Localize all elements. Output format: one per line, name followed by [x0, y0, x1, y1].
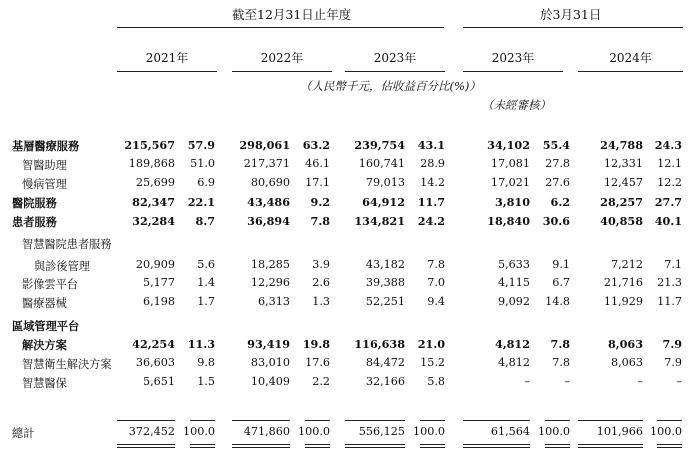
table-cell: 4,812: [497, 356, 530, 369]
table-row: [0, 276, 700, 293]
table-cell: 24.2: [417, 214, 445, 228]
table-cell: 7.1: [664, 258, 682, 271]
year-2023: 2023年: [373, 51, 417, 65]
table-cell: 36,894: [247, 214, 290, 228]
table-cell: –: [637, 375, 643, 388]
table-cell: 6.2: [550, 195, 570, 209]
table-cell: 39,388: [365, 276, 405, 289]
3m-header-rule: [463, 27, 683, 28]
table-row: [0, 157, 700, 174]
table-cell: 17,081: [490, 157, 530, 170]
table-cell: 40.1: [654, 214, 682, 228]
total-cell: 101,966: [596, 425, 643, 438]
total-rule-2021-amt: [117, 420, 175, 421]
unit-note: （人民幣千元，佔收益百分比(%)）: [300, 79, 481, 93]
row-label: 與診後管理: [34, 260, 90, 273]
row-label: 基層醫療服務: [12, 139, 80, 153]
total-cell: 100.0: [297, 425, 330, 438]
table-row: [0, 236, 700, 253]
table-cell: 18,285: [250, 258, 290, 271]
table-row: [0, 176, 700, 193]
table-cell: 42,254: [132, 337, 175, 351]
total-rule-2023-amt: [345, 420, 405, 421]
total-double-rule: [190, 444, 215, 448]
year-2022: 2022年: [260, 51, 304, 65]
table-cell: 19.8: [302, 337, 330, 351]
table-cell: 5,177: [142, 276, 175, 289]
table-cell: 160,741: [358, 157, 405, 170]
table-cell: 239,754: [354, 138, 405, 152]
table-cell: 1.7: [197, 295, 215, 308]
table-cell: 9.8: [197, 356, 215, 369]
total-cell: 471,860: [243, 425, 290, 438]
table-cell: 22.1: [187, 195, 215, 209]
total-label: 總計: [12, 427, 35, 440]
table-cell: 14.2: [420, 176, 445, 189]
total-double-rule: [232, 444, 290, 448]
table-cell: 32,166: [365, 375, 405, 388]
table-cell: 93,419: [247, 337, 290, 351]
total-double-rule: [420, 444, 445, 448]
table-cell: 7.8: [427, 258, 445, 271]
row-label: 醫院服務: [12, 196, 57, 210]
row-label: 智慧衛生解決方案: [22, 358, 112, 371]
row-label: 智慧醫保: [22, 377, 67, 390]
table-cell: 84,472: [365, 356, 405, 369]
total-rule-2023m-pct: [545, 420, 570, 421]
table-cell: 8.7: [195, 214, 215, 228]
table-row: [0, 356, 700, 373]
total-cell: 100.0: [182, 425, 215, 438]
total-rule-2023-pct: [420, 420, 445, 421]
table-cell: 83,010: [250, 356, 290, 369]
table-cell: 64,912: [362, 195, 405, 209]
total-cell: 61,564: [490, 425, 530, 438]
table-cell: 134,821: [354, 214, 405, 228]
table-cell: 298,061: [239, 138, 290, 152]
table-cell: 12,296: [250, 276, 290, 289]
table-cell: 6,198: [142, 295, 175, 308]
table-cell: 12,331: [603, 157, 643, 170]
table-row: [0, 337, 700, 354]
table-cell: 12.1: [657, 157, 682, 170]
table-cell: 32,284: [132, 214, 175, 228]
table-cell: 10,409: [250, 375, 290, 388]
table-cell: 82,347: [132, 195, 175, 209]
table-cell: 7.8: [310, 214, 330, 228]
total-cell: 100.0: [412, 425, 445, 438]
unaudited-note: （未經審核）: [482, 98, 551, 112]
row-label: 智醫助理: [22, 159, 67, 172]
table-cell: 4,812: [494, 337, 530, 351]
table-cell: 9.2: [310, 195, 330, 209]
total-rule-2024m-amt: [578, 420, 643, 421]
table-cell: 5,633: [497, 258, 530, 271]
table-cell: 7.9: [664, 356, 682, 369]
table-cell: 5,651: [142, 375, 175, 388]
table-cell: 79,013: [365, 176, 405, 189]
table-cell: 9.4: [427, 295, 445, 308]
total-double-rule: [657, 444, 682, 448]
table-cell: 43,486: [247, 195, 290, 209]
table-cell: 27.6: [545, 176, 570, 189]
table-cell: 6.7: [552, 276, 570, 289]
table-cell: 15.2: [420, 356, 445, 369]
table-cell: 21.3: [657, 276, 682, 289]
row-label: 患者服務: [12, 215, 57, 229]
row-label: 智慧醫院患者服務: [22, 238, 112, 251]
table-cell: 24.3: [654, 138, 682, 152]
row-label: 解決方案: [22, 338, 67, 352]
table-cell: 17.6: [305, 356, 330, 369]
table-cell: 27.8: [545, 157, 570, 170]
table-cell: 1.5: [197, 375, 215, 388]
fy-header-rule: [117, 27, 444, 28]
total-cell: 100.0: [537, 425, 570, 438]
table-cell: 28.9: [420, 157, 445, 170]
table-cell: 43,182: [365, 258, 405, 271]
total-double-rule: [463, 444, 530, 448]
table-cell: 17.1: [305, 176, 330, 189]
year-2024-interim: 2024年: [609, 51, 652, 65]
table-cell: 11.7: [417, 195, 445, 209]
year-rule-2023: [345, 71, 445, 72]
table-cell: 5.6: [197, 258, 215, 271]
row-label: 影像雲平台: [22, 278, 78, 291]
total-row: [0, 425, 700, 442]
table-cell: 30.6: [542, 214, 570, 228]
table-cell: 217,371: [243, 157, 290, 170]
table-cell: –: [564, 375, 570, 388]
table-cell: 80,690: [250, 176, 290, 189]
table-cell: 40,858: [600, 214, 643, 228]
row-label: 區域管理平台: [12, 319, 80, 333]
table-cell: 5.8: [427, 375, 445, 388]
table-cell: 63.2: [302, 138, 330, 152]
total-double-rule: [305, 444, 330, 448]
table-cell: 1.3: [312, 295, 330, 308]
table-cell: 25,699: [135, 176, 175, 189]
three-month-period-header: 於3月31日: [540, 7, 602, 22]
table-cell: 34,102: [487, 138, 530, 152]
year-rule-2023-interim: [463, 71, 563, 72]
table-cell: 7.8: [552, 356, 570, 369]
table-cell: 1.4: [197, 276, 215, 289]
table-cell: 215,567: [124, 138, 175, 152]
total-cell: 556,125: [358, 425, 405, 438]
table-cell: 3.9: [312, 258, 330, 271]
table-cell: 20,909: [135, 258, 175, 271]
year-rule-2022: [232, 71, 332, 72]
table-cell: 11.3: [187, 337, 215, 351]
total-rule-2022-pct: [305, 420, 330, 421]
table-cell: 43.1: [417, 138, 445, 152]
table-cell: 9.1: [552, 258, 570, 271]
year-2023-interim: 2023年: [491, 51, 535, 65]
table-cell: 7.8: [550, 337, 570, 351]
table-cell: 2.6: [312, 276, 330, 289]
total-cell: 100.0: [649, 425, 682, 438]
table-cell: –: [676, 375, 682, 388]
table-cell: 2.2: [312, 375, 330, 388]
table-row: [0, 195, 700, 212]
total-double-rule: [345, 444, 405, 448]
table-cell: 6,313: [257, 295, 290, 308]
row-label: 慢病管理: [22, 178, 67, 191]
table-cell: 52,251: [365, 295, 405, 308]
table-cell: 116,638: [354, 337, 405, 351]
table-cell: 46.1: [305, 157, 330, 170]
total-double-rule: [117, 444, 175, 448]
year-rule-2024-interim: [578, 71, 683, 72]
total-double-rule: [578, 444, 643, 448]
table-cell: 21.0: [417, 337, 445, 351]
total-rule-2024m-pct: [657, 420, 682, 421]
table-cell: 21,716: [603, 276, 643, 289]
table-row: [0, 295, 700, 312]
table-cell: 7.0: [427, 276, 445, 289]
total-rule-2022-amt: [232, 420, 290, 421]
table-cell: 27.7: [654, 195, 682, 209]
table-cell: 8,063: [607, 337, 643, 351]
table-cell: 51.0: [190, 157, 215, 170]
table-row: [0, 318, 700, 335]
table-cell: 7,212: [610, 258, 643, 271]
table-cell: 28,257: [600, 195, 643, 209]
table-cell: 14.8: [545, 295, 570, 308]
row-label: 醫療器械: [22, 297, 67, 310]
table-cell: 55.4: [542, 138, 570, 152]
table-cell: 189,868: [128, 157, 175, 170]
table-row: [0, 375, 700, 392]
table-cell: 17,021: [490, 176, 530, 189]
fiscal-year-period-header: 截至12月31日止年度: [232, 7, 352, 22]
table-row: [0, 138, 700, 155]
table-cell: 18,840: [487, 214, 530, 228]
year-2021: 2021年: [145, 51, 189, 65]
table-cell: 57.9: [187, 138, 215, 152]
total-double-rule: [545, 444, 570, 448]
table-cell: 11.7: [657, 295, 682, 308]
table-cell: 3,810: [494, 195, 530, 209]
table-cell: 4,115: [497, 276, 530, 289]
table-cell: 6.9: [197, 176, 215, 189]
table-cell: 36,603: [135, 356, 175, 369]
table-cell: 24,788: [600, 138, 643, 152]
year-rule-2021: [117, 71, 217, 72]
total-rule-2021-pct: [190, 420, 215, 421]
table-cell: 12,457: [603, 176, 643, 189]
total-cell: 372,452: [128, 425, 175, 438]
total-rule-2023m-amt: [463, 420, 530, 421]
table-cell: 8,063: [610, 356, 643, 369]
table-cell: 7.9: [662, 337, 682, 351]
table-cell: 12.2: [657, 176, 682, 189]
table-cell: –: [524, 375, 530, 388]
table-cell: 9,092: [497, 295, 530, 308]
table-cell: 11,929: [603, 295, 643, 308]
table-row: [0, 258, 700, 275]
table-row: [0, 214, 700, 231]
